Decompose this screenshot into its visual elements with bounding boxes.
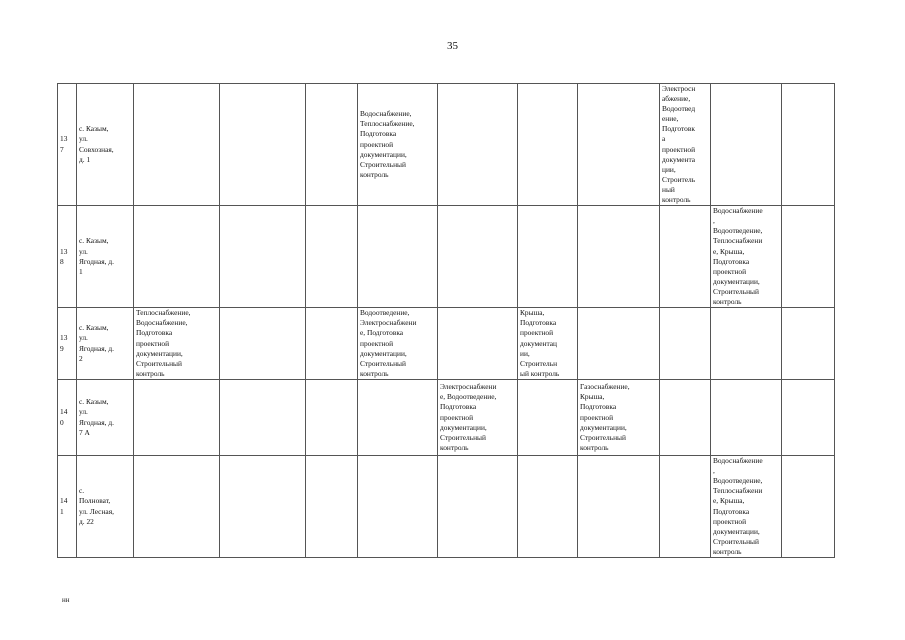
address-cell: с. Казым, ул. Ягодная, д. 7 А bbox=[77, 380, 134, 456]
row-number-cell: 13 7 bbox=[58, 84, 77, 206]
work-cell bbox=[782, 308, 835, 380]
table-row bbox=[58, 380, 835, 456]
work-cell bbox=[220, 456, 306, 558]
address-cell: с. Казым, ул. Ягодная, д. 1 bbox=[77, 206, 134, 308]
work-cell: Водоснабжение , Водоотведение, Теплоснабжени е, Крыша, Подготовка проектной документации, Строительный контроль bbox=[711, 456, 782, 558]
row-number-cell: 13 9 bbox=[58, 308, 77, 380]
work-cell: Крыша, Подготовка проектной документац ии, Строительн ый контроль bbox=[518, 308, 578, 380]
work-cell bbox=[782, 206, 835, 308]
work-cell bbox=[711, 84, 782, 206]
program-table bbox=[57, 83, 835, 558]
work-cell: Теплоснабжение, Водоснабжение, Подготовка проектной документации, Строительный контроль bbox=[134, 308, 220, 380]
work-cell bbox=[220, 206, 306, 308]
work-cell bbox=[306, 456, 358, 558]
work-cell: Водоснабжение , Водоотведение, Теплоснабжени е, Крыша, Подготовка проектной документации, Строительный контроль bbox=[711, 206, 782, 308]
work-cell: Газоснабжение, Крыша, Подготовка проектной документации, Строительный контроль bbox=[578, 380, 660, 456]
work-cell bbox=[220, 308, 306, 380]
table-row bbox=[58, 84, 835, 206]
work-cell bbox=[220, 380, 306, 456]
work-cell bbox=[711, 380, 782, 456]
row-number-cell: 14 1 bbox=[58, 456, 77, 558]
work-cell bbox=[438, 456, 518, 558]
work-cell bbox=[438, 308, 518, 380]
work-cell bbox=[134, 206, 220, 308]
work-cell bbox=[782, 84, 835, 206]
work-cell bbox=[578, 84, 660, 206]
work-cell bbox=[578, 456, 660, 558]
work-cell bbox=[660, 380, 711, 456]
table-row bbox=[58, 206, 835, 308]
table-row bbox=[58, 456, 835, 558]
work-cell bbox=[438, 206, 518, 308]
work-cell bbox=[306, 308, 358, 380]
address-cell: с. Полноват, ул. Лесная, д. 22 bbox=[77, 456, 134, 558]
page-number: 35 bbox=[447, 40, 458, 52]
work-cell bbox=[660, 308, 711, 380]
work-cell bbox=[358, 380, 438, 456]
work-cell bbox=[711, 308, 782, 380]
work-cell bbox=[518, 206, 578, 308]
work-cell bbox=[660, 206, 711, 308]
address-cell: с. Казым, ул. Ягодная, д. 2 bbox=[77, 308, 134, 380]
work-cell: Электроснабжени е, Водоотведение, Подготовка проектной документации, Строительный контроль bbox=[438, 380, 518, 456]
work-cell: Электросн абжение, Водоотвед ение, Подготовк а проектной документа ции, Строитель ный контроль bbox=[660, 84, 711, 206]
work-cell: Водоснабжение, Теплоснабжение, Подготовка проектной документации, Строительный контроль bbox=[358, 84, 438, 206]
row-number-cell: 14 0 bbox=[58, 380, 77, 456]
work-cell bbox=[306, 84, 358, 206]
work-cell bbox=[134, 456, 220, 558]
work-cell bbox=[438, 84, 518, 206]
work-cell bbox=[578, 206, 660, 308]
work-cell bbox=[518, 380, 578, 456]
work-cell bbox=[782, 456, 835, 558]
work-cell bbox=[306, 206, 358, 308]
work-cell bbox=[134, 84, 220, 206]
work-cell bbox=[660, 456, 711, 558]
footer-mark: нн bbox=[62, 596, 70, 604]
work-cell: Водоотведение, Электроснабжени е, Подготовка проектной документации, Строительный контроль bbox=[358, 308, 438, 380]
work-cell bbox=[134, 380, 220, 456]
work-cell bbox=[782, 380, 835, 456]
work-cell bbox=[518, 84, 578, 206]
work-cell bbox=[358, 456, 438, 558]
work-cell bbox=[306, 380, 358, 456]
work-cell bbox=[518, 456, 578, 558]
address-cell: с. Казым, ул. Совхозная, д. 1 bbox=[77, 84, 134, 206]
row-number-cell: 13 8 bbox=[58, 206, 77, 308]
work-cell bbox=[220, 84, 306, 206]
work-cell bbox=[358, 206, 438, 308]
work-cell bbox=[578, 308, 660, 380]
table-row bbox=[58, 308, 835, 380]
